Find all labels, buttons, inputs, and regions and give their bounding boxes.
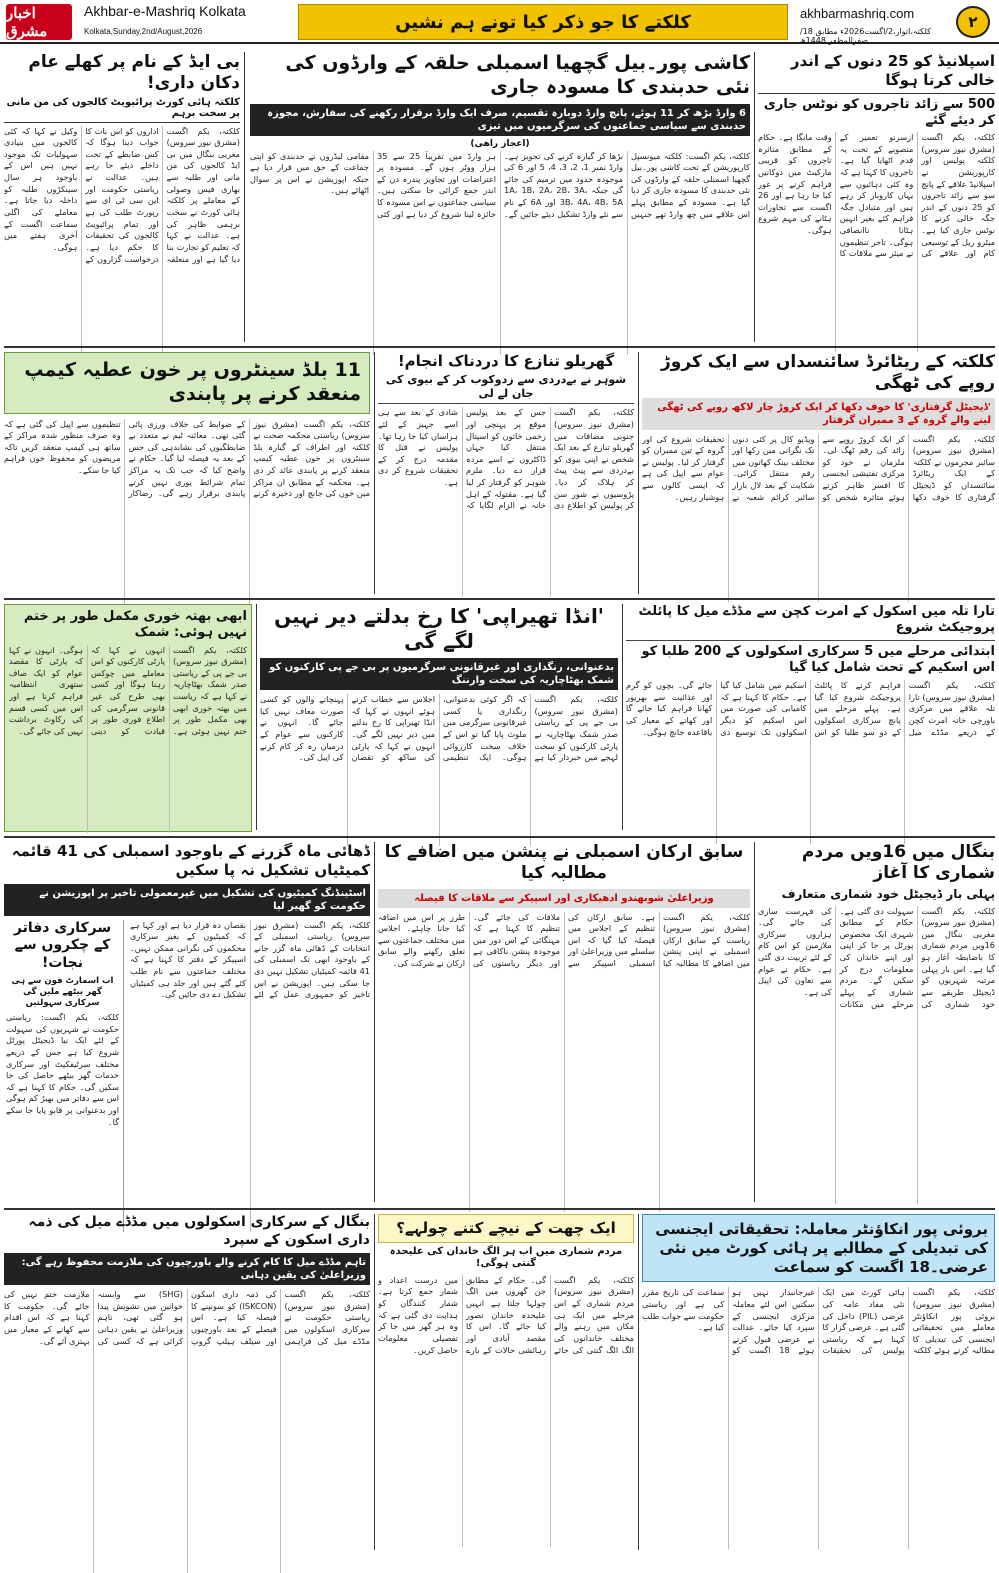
column-rule [754, 52, 755, 342]
row-divider [4, 1208, 995, 1210]
column-rule [244, 52, 245, 342]
headline: ایک چھت کے نیچے کتنے چولہے؟ [378, 1214, 634, 1243]
article-extortion [4, 604, 252, 832]
column-rule [374, 352, 375, 594]
column-rule [374, 1214, 375, 1550]
article-body: کلکتہ، یکم اگست (مشرق نیوز سروس) ریاستی حکومت نے سرکاری اسکولوں میں مڈڈے میل کی فراہمی کی ذمہ داری اسکون (ISKCON) کو سونپنے کا فیصلہ کیا ہے۔ اس فیصلے کے بعد باورچیوں اور سیلف ہیلپ گروپ (SHG) سے وابستہ خواتین میں تشویش پیدا ہو گئی تھی، تاہم وزیراعلیٰ نے یقین دہانی کرائی ہے کہ کسی کی ملازمت ختم نہیں کی جائے گی۔ حکومت کا کہنا ہے کہ اس اقدام سے کھانے کے معیار میں بہتری آئے گی۔ [4, 1289, 370, 1346]
article-body: کلکتہ، یکم اگست (مشرق نیوز سروس) ریاستی محکمہ صحت نے کلکتہ اور اطراف کے گیارہ بلڈ سینٹروں پر خون عطیہ کیمپ منعقد کرنے پر پابندی عائد کر دی ہے۔ محکمہ کے مطابق ان مراکز میں خون کی جانچ اور ذخیرہ کرنے کے ضوابط کی خلاف ورزی پائی گئی تھی۔ معائنہ ٹیم نے متعدد بے ضابطگیوں کی نشاندہی کی جس کے بعد یہ فیصلہ لیا گیا۔ حکام نے واضح کیا کہ جب تک یہ مراکز تمام شرائط پوری نہیں کرتے پابندی برقرار رہے گی۔ رضاکار تنظیموں سے اپیل کی گئی ہے کہ وہ صرف منظور شدہ مراکز کے ساتھ ہی کیمپ منعقد کریں تاکہ مریضوں کو محفوظ خون فراہم کیا جا سکے۔ [4, 418, 370, 499]
article-census [758, 842, 995, 1204]
subhead: پہلی بار ڈیجیٹل خود شماری متعارف [781, 886, 995, 901]
article-body: کلکتہ، یکم اگست: کلکتہ میونسپل کارپوریشن کے تحت کاشی پور۔بیل گچھیا اسمبلی حلقہ کے وارڈوں کی نئی حدبندی کا مسودہ جاری کر دیا گیا ہے۔ مسودہ کے مطابق پہلے اس علاقے میں چھ وارڈ تھے جنہیں بڑھا کر گیارہ کرنے کی تجویز ہے۔ وارڈ نمبر 1، 2، 3، 4، 5 اور 6 کی موجودہ حدود میں ترمیم کی جائے گی جبکہ 1A، 1B، 2A، 2B، 3A، 3B، 4A، 4B، 5A اور 6A کے نام سے نئے وارڈ تشکیل دیئے جائیں گے۔ ہر وارڈ میں تقریباً 25 سے 35 ہزار ووٹر ہوں گے۔ مسودہ پر اعتراضات اور تجاویز پندرہ دن کے اندر جمع کرائی جا سکتی ہیں۔ سیاسی جماعتوں نے اس مسودہ کا جائزہ لینا شروع کر دیا ہے اور کئی مقامی لیڈروں نے حدبندی کو اپنی جماعت کے حق میں قرار دیا ہے جبکہ اپوزیشن نے اس پر سوال اٹھائے ہیں۔ [250, 150, 750, 219]
divider [758, 93, 995, 94]
article-domestic-dispute [378, 352, 634, 596]
article-stoves-census [378, 1214, 634, 1552]
subhead: 500 سے زائد تاجروں کو نوٹس جاری کر دیئے گئے [763, 96, 995, 128]
article-standing-committees [4, 842, 370, 1204]
subhead: اسٹینڈنگ کمیٹیوں کی تشکیل میں غیرمعمولی تاخیر پر اپوزیشن نے حکومت کو گھیر لیا [4, 884, 370, 916]
website: akhbarmashriq.com [800, 6, 915, 21]
subhead: ابتدائی مرحلے میں 5 سرکاری اسکولوں کے 200 طلبا کو اس اسکیم کے تحت شامل کیا گیا [626, 640, 995, 677]
article-body: کلکتہ، یکم اگست (مشرق نیوز سروس) جنوبی مضافات میں گھریلو تنازع کے بعد ایک شخص نے اپنی بیوی کو بےدردی سے پیٹ پیٹ کر ہلاک کر دیا۔ پڑوسیوں نے شور سن کر پولیس کو اطلاع دی جس کے بعد پولیس موقع پر پہنچی اور زخمی خاتون کو اسپتال منتقل کیا جہاں ڈاکٹروں نے اسے مردہ قرار دے دیا۔ ملزم شوہر کو گرفتار کر لیا گیا ہے۔ مقتولہ کے اہل خانہ نے الزام لگایا کہ شادی کے بعد سے ہی اسے جہیز کے لئے ہراساں کیا جا رہا تھا۔ پولیس نے قتل کا مقدمہ درج کر کے تحقیقات شروع کر دی ہے۔ [378, 407, 634, 511]
row-divider [4, 598, 995, 600]
masthead [0, 0, 999, 44]
column-rule [256, 604, 257, 830]
article-columns [4, 920, 370, 1232]
article-bed-colleges [4, 52, 240, 344]
article-body: کلکتہ، یکم اگست (مشرق نیوز سروس) تارا تلہ علاقے میں مرکزی باورچی خانہ امرت کچن کے ذریعے مڈڈے میل فراہم کرنے کا پائلٹ پروجیکٹ شروع کیا گیا ہے۔ پہلے مرحلے میں پانچ سرکاری اسکولوں کے دو سو طلبا کو اس اسکیم میں شامل کیا گیا ہے۔ حکام کا کہنا ہے کہ کامیابی کی صورت میں اس اسکیم کو دیگر اسکولوں تک توسیع دی جائے گی۔ بچوں کو گرم اور غذائیت سے بھرپور کھانا فراہم کیا جائے گا اور کھانے کے معیار کی باقاعدہ جانچ ہوگی۔ [626, 680, 995, 737]
headline: بی ایڈ کے نام پر کھلے عام دکان داری! [28, 52, 240, 94]
article-blood-camps [4, 352, 370, 596]
newspaper-logo: اخبار مشرق [6, 4, 72, 40]
headline: تارا تلہ میں اسکول کے امرت کچن سے مڈڈے میل کا پائلٹ پروجیکٹ شروع [638, 604, 995, 636]
subhead: تاہم مڈڈے میل کا کام کرنے والے باورچیوں کی ملازمت محفوظ رہے گی: وزیراعلیٰ کی یقین دہانی [4, 1253, 370, 1285]
article-body: کلکتہ، یکم اگست (مشرق نیوز سروس) بی جے پی کے ریاستی صدر شمک بھٹاچاریہ نے کہا ہے کہ ریاست میں بھتہ خوری ابھی بھی مکمل طور پر ختم نہیں ہوئی ہے۔ انہوں نے کہا کہ پارٹی کارکنوں کو اس معاملے میں چوکس رہنا ہوگا اور کسی بھی طرح کی غیر قانونی سرگرمی کی اطلاع فوری طور پر قیادت کو دینی ہوگی۔ انہوں نے کہا کہ پارٹی کا مقصد عوام کو ایک صاف ستھری انتظامیہ فراہم کرنا ہے اور اس میں کسی قسم کی رکاوٹ برداشت نہیں کی جائے گی۔ [9, 644, 247, 736]
article-body: کلکتہ، یکم اگست (مشرق نیوز سروس) سائبر مجرموں نے کلکتہ کے ایک ریٹائرڈ سائنسداں کو ڈیجیٹل گرفتاری کا خوف دکھا کر ایک کروڑ روپے سے زائد کی رقم ٹھگ لی۔ ملزمان نے خود کو مرکزی تفتیشی ایجنسی کا افسر ظاہر کرتے ہوئے متاثرہ شخص کو ویڈیو کال پر کئی دنوں تک نگرانی میں رکھا اور مختلف بینک کھاتوں میں رقم منتقل کرائی۔ شکایت کے بعد لال بازار سائبر کرائم شعبہ نے تحقیقات شروع کی اور گروہ کے تین ممبران کو گرفتار کر لیا۔ پولیس نے عوام سے اپیل کی ہے کہ ایسی کالوں سے ہوشیار رہیں۔ [642, 433, 995, 502]
article-egg-therapy [260, 604, 618, 832]
row-divider [4, 346, 995, 348]
sidebar-story [6, 920, 124, 1232]
article-body: کلکتہ، یکم اگست (مشرق نیوز سروس) ریاستی اسمبلی کے انتخابات کے ڈھائی ماہ گزر جانے کے باوجود ابھی تک اسمبلی کی 41 قائمہ کمیٹیاں تشکیل نہیں دی جا سکی ہیں۔ اپوزیشن نے اس تاخیر کو جمہوری عمل کے لئے نقصان دہ قرار دیا ہے اور کہا ہے کہ کمیٹیوں کے بغیر سرکاری محکموں کی نگرانی ممکن نہیں۔ اسپیکر کے دفتر کا کہنا ہے کہ مختلف جماعتوں سے نام طلب کئے گئے ہیں اور جلد ہی کمیٹیاں تشکیل دے دی جائیں گی۔ [130, 919, 370, 1000]
column-rule [638, 1214, 639, 1550]
article-body: کلکتہ، یکم اگست (مشرق نیوز سروس) بی جے پی کے ریاستی صدر شمک بھٹاچاریہ نے پارٹی کارکنوں کو سخت لہجے میں خبردار کیا ہے کہ اگر کوئی بدعنوانی، رنگداری یا کسی غیرقانونی سرگرمی میں ملوث پایا گیا تو اس کے خلاف سخت کارروائی ہوگی۔ ایک تنظیمی اجلاس سے خطاب کرتے ہوئے انہوں نے کہا کہ انڈا تھیراپی کا رخ بدلنے میں دیر نہیں لگے گی۔ انہوں نے کہا کہ پارٹی کی ساکھ کو نقصان پہنچانے والوں کو کسی صورت معاف نہیں کیا جائے گا۔ انہوں نے کارکنوں سے عوام کے درمیان رہ کر کام کرنے کی اپیل کی۔ [260, 694, 618, 763]
article-mid-day-meal-pilot [626, 604, 995, 832]
divider [4, 122, 240, 123]
article-esplanade [758, 52, 995, 344]
headline: اسپلانیڈ کو 25 دنوں کے اندر خالی کرنا ہوگا [790, 52, 995, 89]
page-number: ۲ [956, 6, 990, 38]
headline: 11 بلڈ سینٹروں پر خون عطیہ کیمپ منعقد کرنے پر پابندی [4, 352, 370, 414]
article-delimitation [250, 52, 750, 344]
headline: سرکاری دفاتر کے چکروں سے نجات! [13, 919, 112, 971]
subhead: وزیراعلیٰ شوبھندو ادھیکاری اور اسپیکر سے ملاقات کا فیصلہ [378, 889, 750, 908]
article-baruipur-encounter [642, 1214, 995, 1552]
headline: گھریلو تنازع کا دردناک انجام! [397, 352, 615, 370]
subhead: کلکتہ ہائی کورٹ پرائیویٹ کالجوں کی من مانی پر سخت برہم [6, 96, 240, 119]
subhead: شوہر نے بےدردی سے زدوکوب کر کے بیوی کی جان لے لی [378, 373, 634, 405]
dateline: Kolkata,Sunday,2nd/August,2026 [84, 27, 203, 36]
article-iskcon-mid-day-meal [4, 1214, 370, 1552]
column-rule [374, 842, 375, 1202]
paper-name: Akhbar-e-Mashriq Kolkata [84, 3, 246, 19]
article-mla-pension [378, 842, 750, 1204]
headline: 'انڈا تھیراپی' کا رخ بدلتے دیر نہیں لگے گی [274, 604, 604, 653]
article-body: کلکتہ، یکم اگست (مشرق نیوز سروس) مغربی بنگال میں 16ویں مردم شماری کا باضابطہ آغاز ہو گیا ہے۔ اس بار پہلی مرتبہ شہریوں کو ڈیجیٹل طریقے سے خود شماری کی سہولت دی گئی ہے۔ حکام کے مطابق شہری ایک مخصوص پورٹل پر جا کر اپنی اور اپنے خاندان کی معلومات درج کر سکیں گے۔ مردم شماری کے پہلے مرحلے میں مکانات کی فہرست سازی کی جائے گی۔ ہزاروں سرکاری ملازمین کو اس کام کے لئے تربیت دی گئی ہے۔ حکام نے عوام سے تعاون کی اپیل کی ہے۔ [758, 905, 995, 1009]
article-body: کلکتہ، یکم اگست (مشرق نیوز سروس) کلکتہ پولیس اور کارپوریشن نے اسپلانیڈ علاقے کے پانچ سو سے زائد تاجروں کو 25 دنوں کے اندر جگہ خالی کرنے کا نوٹس جاری کیا ہے۔ میٹرو ریل کے توسیعی کام اور علاقے کی ازسرنو تعمیر کے منصوبے کے تحت یہ قدم اٹھایا گیا ہے۔ تاجروں کا کہنا ہے کہ وہ کئی دہائیوں سے یہاں کاروبار کر رہے ہیں اور متبادل جگہ فراہم کئے بغیر انہیں ہٹانا ناانصافی ہوگی۔ تاجر تنظیموں نے میئر سے ملاقات کا وقت مانگا ہے۔ حکام کے مطابق متاثرہ تاجروں کو قریبی مارکیٹ میں دوکانیں فراہم کرنے پر غور کیا جا رہا ہے اور 26 اگست سے تجاوزات ہٹانے کی مہم شروع ہوگی۔ [758, 132, 995, 259]
row-divider [4, 836, 995, 838]
headline: ابھی بھتہ خوری مکمل طور پر ختم نہیں ہوئی: شمک [23, 609, 247, 641]
headline: سابق ارکان اسمبلی نے پنشن میں اضافے کا مطالبہ کیا [384, 842, 744, 884]
article-body: کلکتہ، یکم اگست (مشرق نیوز سروس) مغربی بنگال میں بی ایڈ کالجوں کی من مانی اور طلبہ سے بھاری فیس وصولی کے معاملے پر کلکتہ ہائی کورٹ نے سخت برہمی ظاہر کی ہے۔ عدالت نے کہا کہ تعلیم کو تجارت بنا دیا گیا ہے اور متعلقہ اداروں کو اس بات کا جواب دینا ہوگا کہ کس ضابطے کے تحت داخلے دیئے جا رہے ہیں۔ عدالت نے ریاستی حکومت اور این سی ٹی ای سے رپورٹ طلب کی ہے اور تمام پرائیویٹ کالجوں کی تحقیقات کا حکم دیا ہے۔ درخواست گزاروں کے وکیل نے کہا کہ کئی کالجوں میں بنیادی سہولیات تک موجود نہیں ہیں اس کے باوجود ہر سال سینکڑوں طلبہ کو داخلہ دیا جاتا ہے۔ معاملے کی اگلی سماعت اگست کے آخری ہفتے میں ہوگی۔ [4, 125, 240, 264]
subhead: بدعنوانی، رنگداری اور غیرقانونی سرگرمیوں پر بی جے پی کارکنوں کو شمک بھٹاچاریہ کی سخت وارننگ [260, 658, 618, 690]
column-rule [754, 842, 755, 1202]
masthead-banner: کلکتے کا جو ذکر کیا تونے ہم نشیں [298, 4, 788, 40]
subhead: 6 وارڈ بڑھ کر 11 ہوئے، پانچ وارڈ دوبارہ تقسیم، صرف ایک وارڈ برقرار رکھنے کی سفارش، مجوزہ حدبندی سے سیاسی جماعتوں کی سرگرمیوں میں تیزی [250, 104, 750, 136]
headline: کلکتہ کے ریٹائرڈ سائنسداں سے ایک کروڑ روپے کی ٹھگی [661, 352, 995, 394]
headline: بروئی پور انکاؤنٹر معاملہ: تحقیقاتی ایجنسی کی تبدیلی کے مطالبے پر ہائی کورٹ میں نئی عرضی۔18 اگست کو سماعت [642, 1214, 995, 1282]
headline: ڈھائی ماہ گزرنے کے باوجود اسمبلی کی 41 قائمہ کمیٹیاں تشکیل نہ پا سکیں [11, 842, 370, 879]
subhead: اب اسمارٹ فون سے ہی گھر بیٹھے ملیں گی سرکاری سہولتیں [11, 976, 114, 1008]
article-body: کلکتہ، یکم اگست: ریاستی حکومت نے شہریوں کی سہولت کے لئے ایک نیا ڈیجیٹل پورٹل شروع کیا ہے جس کے ذریعے مختلف سرٹیفکیٹ اور سرکاری خدمات گھر بیٹھے حاصل کی جا سکیں گی۔ حکام کا کہنا ہے کہ اس سے دفاتر میں بھیڑ کم ہوگی اور بدعنوانی پر قابو پایا جا سکے گا۔ [6, 1012, 119, 1127]
byline: (اعجاز راھی) [470, 138, 530, 149]
column-rule [622, 604, 623, 830]
subhead: مردم شماری میں اب ہر الگ خاندان کی علیحدہ گنتی ہوگی! [389, 1245, 623, 1270]
article-body: کلکتہ، یکم اگست (مشرق نیوز سروس) ریاست کے سابق ارکان اسمبلی نے اپنی پنشن میں اضافے کا مطالبہ کیا ہے۔ سابق ارکان کی تنظیم کے اجلاس میں فیصلہ کیا گیا کہ اس سلسلے میں وزیراعلیٰ اور اسمبلی اسپیکر سے ملاقات کی جائے گی۔ تنظیم کا کہنا ہے کہ مہنگائی کے اس دور میں موجودہ پنشن ناکافی ہے اور دیگر ریاستوں کی طرز پر اس میں اضافہ کیا جانا چاہئے۔ اجلاس میں مختلف جماعتوں سے تعلق رکھنے والے سابق ارکان نے شرکت کی۔ [378, 911, 750, 969]
article-body: کلکتہ، یکم اگست (مشرق نیوز سروس) مردم شماری کے اس مرحلے میں ایک ہی مکان میں رہنے والے مختلف خاندانوں کی الگ الگ گنتی کی جائے گی۔ حکام کے مطابق جن گھروں میں الگ چولہا جلتا ہے انہیں علیحدہ خاندان تصور کیا جائے گا۔ اس کا مقصد آبادی اور رہائشی حالات کے بارے میں درست اعداد و شمار جمع کرنا ہے۔ شمار کنندگان کو ہدایت دی گئی ہے کہ وہ ہر گھر میں جا کر تفصیلی معلومات حاصل کریں۔ [378, 1274, 634, 1355]
article-body: کلکتہ، یکم اگست (مشرق نیوز سروس) بروئی پور انکاؤنٹر معاملے میں تحقیقاتی ایجنسی کی تبدیلی کا مطالبہ کرتے ہوئے کلکتہ ہائی کورٹ میں ایک نئی مفاد عامہ کی عرضی (PIL) داخل کی گئی ہے۔ عرضی گزار کا کہنا ہے کہ ریاستی پولیس کی تحقیقات غیرجانبدار نہیں ہو سکتیں اس لئے معاملہ مرکزی ایجنسی کے سپرد کیا جائے۔ عدالت نے عرضی قبول کرتے ہوئے 18 اگست کو سماعت کی تاریخ مقرر کی ہے اور ریاستی حکومت سے جواب طلب کیا ہے۔ [642, 1287, 995, 1356]
subhead: 'ڈیجیٹل گرفتاری' کا خوف دکھا کر ایک کروڑ چار لاکھ روپے کی ٹھگی لینے والے گروہ کے 3 ممبران گرفتار [642, 398, 995, 430]
article-scientist-fraud [642, 352, 995, 596]
headline: بنگال کے سرکاری اسکولوں میں مڈڈے میل کی ذمہ داری اسکون کے سپرد [28, 1214, 370, 1248]
headline: کاشی پور۔بیل گچھیا اسمبلی حلقہ کے وارڈوں کی نئی حدبندی کا مسودہ جاری [285, 52, 750, 98]
hijri-date: کلکتہ،اتوار،2/اگست2026ء مطابق 18/صفرالمظفر 1448ھ [800, 27, 931, 45]
column-rule [638, 352, 639, 594]
headline: بنگال میں 16ویں مردم شماری کا آغاز [801, 842, 995, 884]
